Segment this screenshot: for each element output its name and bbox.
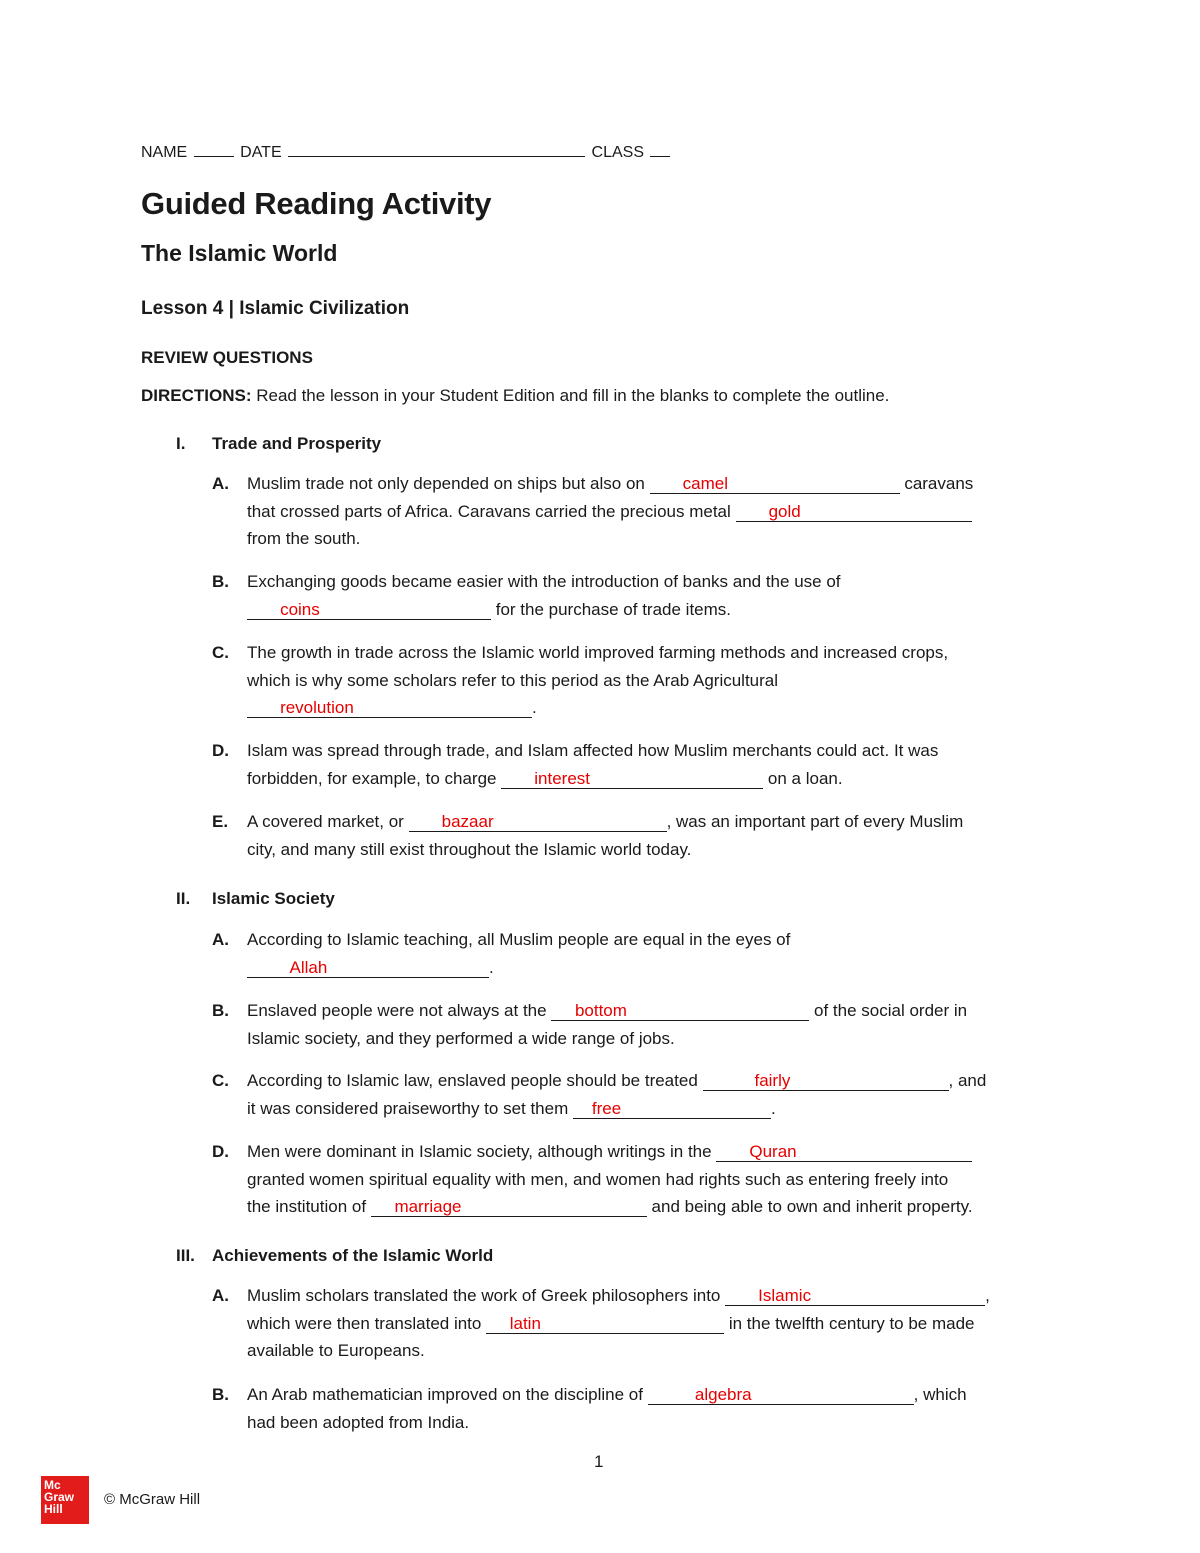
section-heading: [176, 889, 335, 909]
section-number: III.: [176, 1246, 195, 1265]
answer-blank: [736, 503, 972, 522]
answer-text: free: [591, 1098, 622, 1118]
item-letter: B.: [212, 1001, 229, 1020]
class-label: CLASS: [591, 144, 644, 161]
item-text: in the twelfth century to be made: [724, 1313, 975, 1333]
item-text: available to Europeans.: [247, 1341, 425, 1360]
outline-item: [212, 639, 1062, 722]
answer-text: algebra: [694, 1385, 752, 1404]
page-number: 1: [594, 1452, 604, 1471]
answer-blank: [703, 1072, 949, 1091]
answer-text: bottom: [574, 1001, 627, 1020]
section-heading: [176, 1246, 493, 1266]
answer-blank: [247, 959, 489, 978]
outline-item: [212, 1282, 1062, 1365]
item-text: , which: [913, 1385, 967, 1404]
answer-text: bazaar: [441, 812, 494, 831]
item-text: for the purchase of trade items.: [491, 599, 732, 619]
answer-blank: [648, 1386, 914, 1405]
item-text: Muslim scholars translated the work of Greek philosophers into: [247, 1286, 726, 1305]
logo-line: Mc: [44, 1478, 61, 1492]
section-number: I.: [176, 434, 186, 453]
copyright-notice: © McGraw Hill: [104, 1491, 201, 1508]
answer-text: coins: [280, 599, 320, 619]
outline-item: [212, 1138, 1062, 1221]
date-blank: [288, 142, 585, 157]
student-info-line: [141, 142, 672, 162]
section-number: II.: [176, 889, 191, 908]
answer-text: latin: [509, 1313, 541, 1333]
item-text: the institution of: [247, 1197, 371, 1216]
item-text: had been adopted from India.: [247, 1412, 470, 1432]
item-text: Enslaved people were not always at the: [247, 1001, 552, 1020]
answer-text: marriage: [394, 1197, 462, 1216]
answer-blank: [716, 1143, 972, 1162]
item-text: ,: [985, 1286, 990, 1305]
directions: [141, 386, 889, 406]
item-text: of the social order in: [809, 1001, 968, 1020]
item-text: .: [770, 1098, 776, 1118]
logo-line: Graw: [44, 1490, 75, 1504]
outline-item: [212, 470, 1062, 553]
section-heading: [176, 434, 381, 454]
item-text: Exchanging goods became easier with the introduction of banks and the use of: [247, 572, 841, 591]
item-text: which were then translated into: [247, 1313, 487, 1333]
item-letter: D.: [212, 741, 229, 760]
class-blank: [650, 142, 670, 157]
item-text: A covered market, or: [247, 812, 409, 831]
item-letter: A.: [212, 930, 229, 949]
outline-item: [212, 997, 1062, 1052]
item-text: and being able to own and inherit property.: [646, 1197, 973, 1216]
section-title: Islamic Society: [212, 889, 335, 908]
outline-item: [212, 1381, 1062, 1436]
item-letter: C.: [212, 643, 229, 662]
item-letter: A.: [212, 474, 229, 493]
item-text: caravans: [899, 474, 974, 493]
item-text: on a loan.: [763, 768, 843, 788]
answer-blank: [551, 1002, 809, 1021]
answer-blank: [573, 1100, 771, 1119]
item-text: The growth in trade across the Islamic world improved farming methods and increased crops,: [247, 643, 949, 662]
item-text: Muslim trade not only depended on ships but also on: [247, 474, 650, 493]
directions-text: Read the lesson in your Student Edition and fill in the blanks to complete the outline.: [251, 386, 890, 405]
item-letter: A.: [212, 1286, 229, 1305]
answer-text: Quran: [749, 1142, 797, 1161]
outline-item: [212, 1067, 1062, 1122]
item-text: which is why some scholars refer to this period as the Arab Agricultural: [247, 670, 779, 690]
item-text: from the south.: [247, 529, 361, 548]
page-subtitle: The Islamic World: [141, 240, 338, 266]
logo-line: Hill: [44, 1502, 63, 1516]
date-label: DATE: [240, 144, 282, 161]
item-text: it was considered praiseworthy to set them: [247, 1098, 573, 1118]
name-label: NAME: [141, 144, 188, 161]
review-heading: REVIEW QUESTIONS: [141, 348, 313, 367]
answer-text: fairly: [754, 1071, 791, 1090]
lesson-title: Lesson 4 | Islamic Civilization: [141, 298, 410, 319]
item-text: granted women spiritual equality with men, and women had rights such as entering freely into: [247, 1169, 949, 1189]
item-text: , was an important part of every Muslim: [666, 812, 964, 831]
item-text: Islamic society, and they performed a wide range of jobs.: [247, 1028, 675, 1048]
answer-blank: [486, 1315, 724, 1334]
item-text: .: [532, 698, 537, 717]
item-text: .: [489, 957, 494, 977]
outline-item: [212, 808, 1062, 863]
item-text: Islam was spread through trade, and Islam affected how Muslim merchants could act. It was: [247, 741, 939, 760]
item-text: Men were dominant in Islamic society, although writings in the: [247, 1142, 717, 1161]
item-text: According to Islamic teaching, all Muslim people are equal in the eyes of: [247, 930, 791, 949]
answer-text: interest: [534, 768, 591, 788]
answer-text: camel: [682, 474, 729, 493]
answer-text: gold: [768, 501, 801, 521]
answer-text: Allah: [289, 957, 328, 977]
answer-text: Islamic: [758, 1286, 812, 1305]
item-letter: C.: [212, 1071, 229, 1090]
outline-item: [212, 926, 1062, 981]
item-letter: E.: [212, 812, 229, 831]
directions-label: DIRECTIONS:: [141, 386, 252, 405]
name-blank: [194, 142, 234, 157]
item-letter: B.: [212, 572, 229, 591]
answer-blank: [650, 475, 900, 494]
item-text: An Arab mathematician improved on the discipline of: [247, 1385, 648, 1404]
item-letter: B.: [212, 1385, 229, 1404]
page-title: Guided Reading Activity: [141, 186, 492, 221]
item-letter: D.: [212, 1142, 229, 1161]
answer-blank: [725, 1287, 985, 1306]
item-text: that crossed parts of Africa. Caravans carried the precious metal: [247, 501, 736, 521]
item-text: , and: [948, 1071, 987, 1090]
mcgraw-hill-logo: [41, 1476, 89, 1524]
answer-blank: [371, 1198, 647, 1217]
outline-item: [212, 737, 1062, 792]
outline-item: [212, 568, 1062, 623]
answer-blank: [247, 699, 532, 718]
section-title: Achievements of the Islamic World: [212, 1246, 494, 1265]
answer-blank: [501, 770, 763, 789]
answer-text: revolution: [280, 698, 354, 717]
answer-blank: [247, 601, 491, 620]
answer-blank: [409, 813, 667, 832]
item-text: city, and many still exist throughout the Islamic world today.: [247, 839, 692, 859]
item-text: According to Islamic law, enslaved people should be treated: [247, 1071, 703, 1090]
section-title: Trade and Prosperity: [212, 434, 382, 453]
item-text: forbidden, for example, to charge: [247, 768, 502, 788]
